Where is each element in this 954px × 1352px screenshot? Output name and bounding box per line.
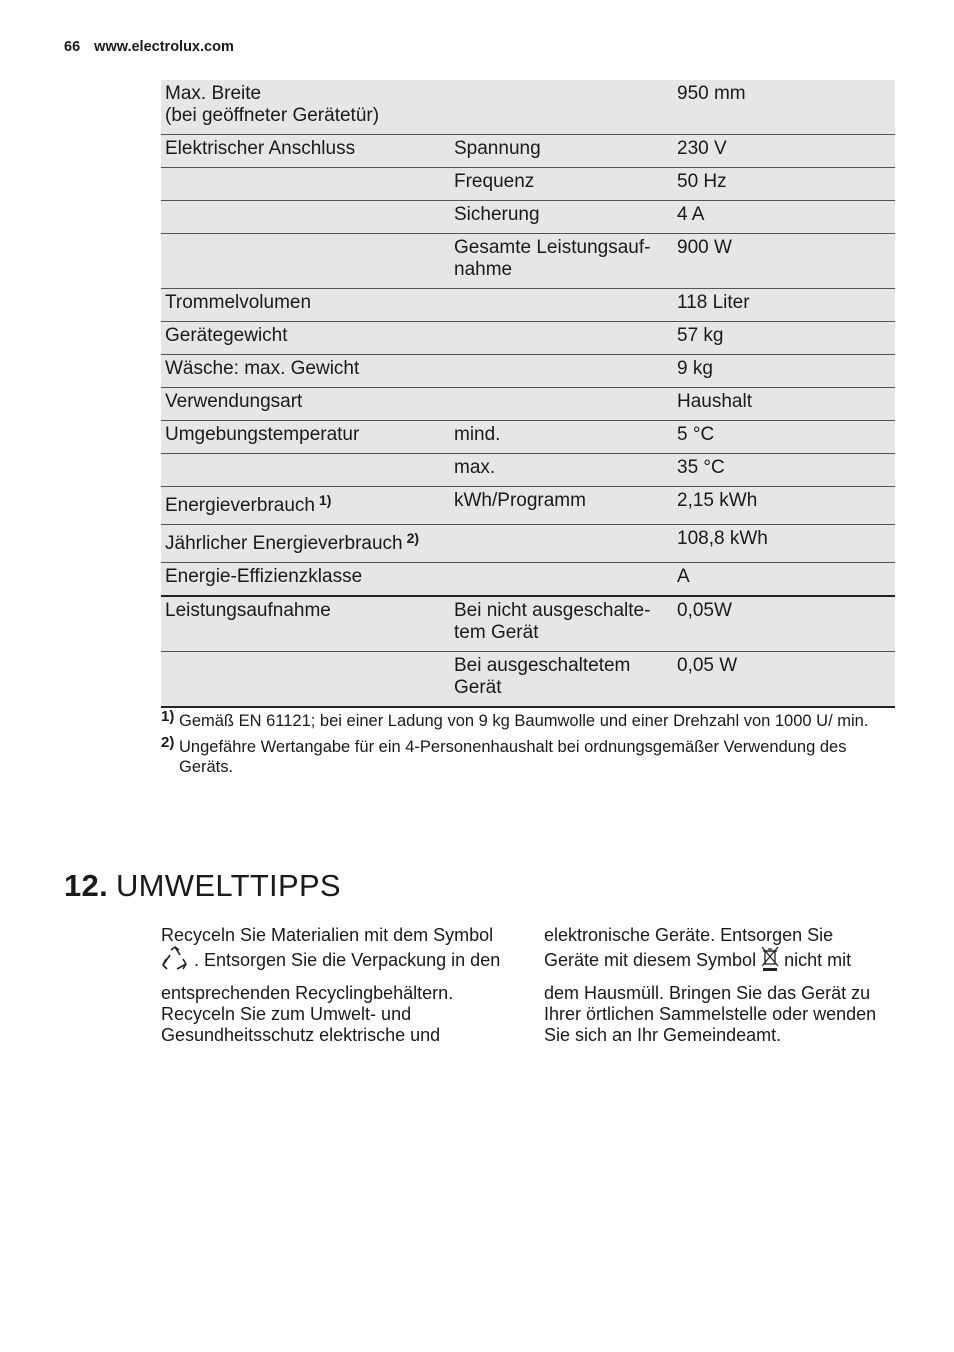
cell-text: Verwendungsart (165, 391, 303, 412)
table-row (161, 487, 895, 525)
table-cell (673, 168, 895, 201)
table-cell (450, 135, 673, 168)
table-row (161, 652, 895, 708)
paragraph-text: entsprechenden Recyclingbehältern. Recyceln Sie zum Umwelt- und Gesundheitsschutz elektrische und (161, 983, 454, 1045)
table-cell (161, 201, 450, 234)
cell-text: Max. Breite (165, 83, 262, 104)
cell-text: Energieverbrauch (165, 495, 315, 516)
table-cell (673, 289, 895, 322)
section-heading (64, 868, 341, 904)
cell-text: 57 kg (677, 325, 724, 346)
table-cell (161, 525, 450, 563)
footnote-text: Ungefähre Wertangabe für ein 4-Personenhaushalt bei ordnungsgemäßer Verwendung des Geräts. (179, 738, 847, 776)
table-cell (161, 355, 450, 388)
table-cell (673, 234, 895, 289)
table-row (161, 454, 895, 487)
cell-text: 0,05 W (677, 655, 738, 676)
cell-text: 9 kg (677, 358, 713, 379)
cell-text: max. (454, 457, 496, 478)
cell-text: 0,05W (677, 600, 732, 621)
cell-text: mind. (454, 424, 501, 445)
table-cell (161, 454, 450, 487)
table-row (161, 234, 895, 289)
body-column-left (161, 925, 516, 1046)
table-cell (673, 388, 895, 421)
cell-text: A (677, 566, 690, 587)
table-cell (161, 135, 450, 168)
cell-text: Haushalt (677, 391, 752, 412)
paragraph-text: nicht mit (779, 950, 852, 970)
table-cell (161, 487, 450, 525)
table-cell (673, 525, 895, 563)
paragraph-line: elektronische Geräte. Entsorgen Sie (544, 925, 834, 945)
footnote-text: Gemäß EN 61121; bei einer Ladung von 9 kg Baumwolle und einer Drehzahl von 1000 U/ min. (179, 712, 869, 730)
table-cell (673, 563, 895, 597)
cell-text: Gerätegewicht (165, 325, 288, 346)
table-cell (450, 525, 673, 563)
table-cell (450, 80, 673, 135)
cell-text: 5 °C (677, 424, 715, 445)
section-number: 12. (64, 868, 108, 903)
cell-text: tem Gerät (454, 622, 539, 643)
paragraph-text: . Entsorgen Sie die Verpackung in den (189, 950, 501, 970)
table-cell (450, 168, 673, 201)
table-row (161, 421, 895, 454)
paragraph-text: Geräte mit diesem Symbol (544, 950, 762, 970)
table-cell (450, 289, 673, 322)
footnote-1 (161, 708, 896, 731)
technical-data-table (161, 80, 895, 708)
table-cell (450, 487, 673, 525)
table-cell (161, 388, 450, 421)
paragraph-line: Recyceln Sie Materialien mit dem Symbol (161, 925, 494, 945)
table-cell (673, 596, 895, 652)
table-cell (161, 563, 450, 597)
table-cell (673, 201, 895, 234)
cell-text: Energie-Effizienzklasse (165, 566, 363, 587)
cell-text: Spannung (454, 138, 541, 159)
cell-text: 2,15 kWh (677, 490, 758, 511)
table-cell (450, 355, 673, 388)
table-row (161, 596, 895, 652)
table-row (161, 322, 895, 355)
footnote-marker: 1) (161, 708, 175, 725)
table-cell (450, 454, 673, 487)
cell-text: Frequenz (454, 171, 535, 192)
cell-text: Gerät (454, 677, 502, 698)
table-cell (673, 80, 895, 135)
cell-text: (bei geöffneter Gerätetür) (165, 105, 380, 126)
table-cell (161, 234, 450, 289)
cell-text: Sicherung (454, 204, 540, 225)
cell-text: kWh/Programm (454, 490, 586, 511)
table-row (161, 289, 895, 322)
paragraph-line (544, 946, 899, 977)
table-cell (673, 421, 895, 454)
table-row (161, 168, 895, 201)
cell-text: 50 Hz (677, 171, 727, 192)
cell-text: Leistungsaufnahme (165, 600, 331, 621)
paragraph-line (161, 946, 516, 977)
cell-text: 108,8 kWh (677, 528, 768, 549)
footnote-2 (161, 734, 896, 777)
cell-text: 4 A (677, 204, 705, 225)
cell-text: Bei ausgeschaltetem (454, 655, 631, 676)
table-cell (673, 322, 895, 355)
table-cell (450, 652, 673, 708)
footnote-marker: 2) (161, 734, 175, 751)
cell-text: 950 mm (677, 83, 746, 104)
table-cell (161, 80, 450, 135)
table-cell (673, 652, 895, 708)
table-cell (450, 201, 673, 234)
site-url: www.electrolux.com (94, 39, 234, 55)
table-row (161, 563, 895, 597)
cell-text: 118 Liter (677, 292, 750, 313)
table-cell (673, 355, 895, 388)
cell-text: Wäsche: max. Gewicht (165, 358, 360, 379)
cell-text: Elektrischer Anschluss (165, 138, 356, 159)
table-row (161, 80, 895, 135)
cell-text: Gesamte Leistungsauf- (454, 237, 651, 258)
table-cell (673, 135, 895, 168)
table-row (161, 135, 895, 168)
cell-text: 35 °C (677, 457, 725, 478)
page-header (64, 39, 234, 55)
table-cell (161, 168, 450, 201)
recycle-icon (161, 946, 189, 977)
footnotes (161, 708, 896, 783)
table-cell (161, 652, 450, 708)
table-row (161, 355, 895, 388)
table-cell (450, 563, 673, 597)
table-cell (450, 388, 673, 421)
cell-text: Umgebungstemperatur (165, 424, 360, 445)
body-column-right (544, 925, 899, 1046)
cell-text: nahme (454, 259, 513, 280)
table-cell (450, 234, 673, 289)
paragraph-text: dem Hausmüll. Bringen Sie das Gerät zu Ihrer örtlichen Sammelstelle oder wenden Sie sich an Ihr Gemeindeamt. (544, 983, 877, 1045)
cell-text: Jährlicher Energieverbrauch (165, 533, 403, 554)
footnote-reference: 1) (318, 492, 332, 508)
table-cell (673, 454, 895, 487)
cell-text: 230 V (677, 138, 727, 159)
cell-text: 900 W (677, 237, 732, 258)
table-cell (161, 596, 450, 652)
table-cell (161, 322, 450, 355)
table-row (161, 388, 895, 421)
table-cell (161, 421, 450, 454)
table-row (161, 201, 895, 234)
table-cell (161, 289, 450, 322)
cell-text: Trommelvolumen (165, 292, 312, 313)
page-number: 66 (64, 39, 81, 55)
footnote-reference: 2) (406, 530, 420, 546)
crossed-out-bin-icon (761, 946, 779, 977)
table-cell (450, 322, 673, 355)
section-title: UMWELTTIPPS (116, 868, 341, 903)
table-cell (450, 421, 673, 454)
cell-text: Bei nicht ausgeschalte- (454, 600, 651, 621)
table-cell (450, 596, 673, 652)
table-row (161, 525, 895, 563)
table-cell (673, 487, 895, 525)
